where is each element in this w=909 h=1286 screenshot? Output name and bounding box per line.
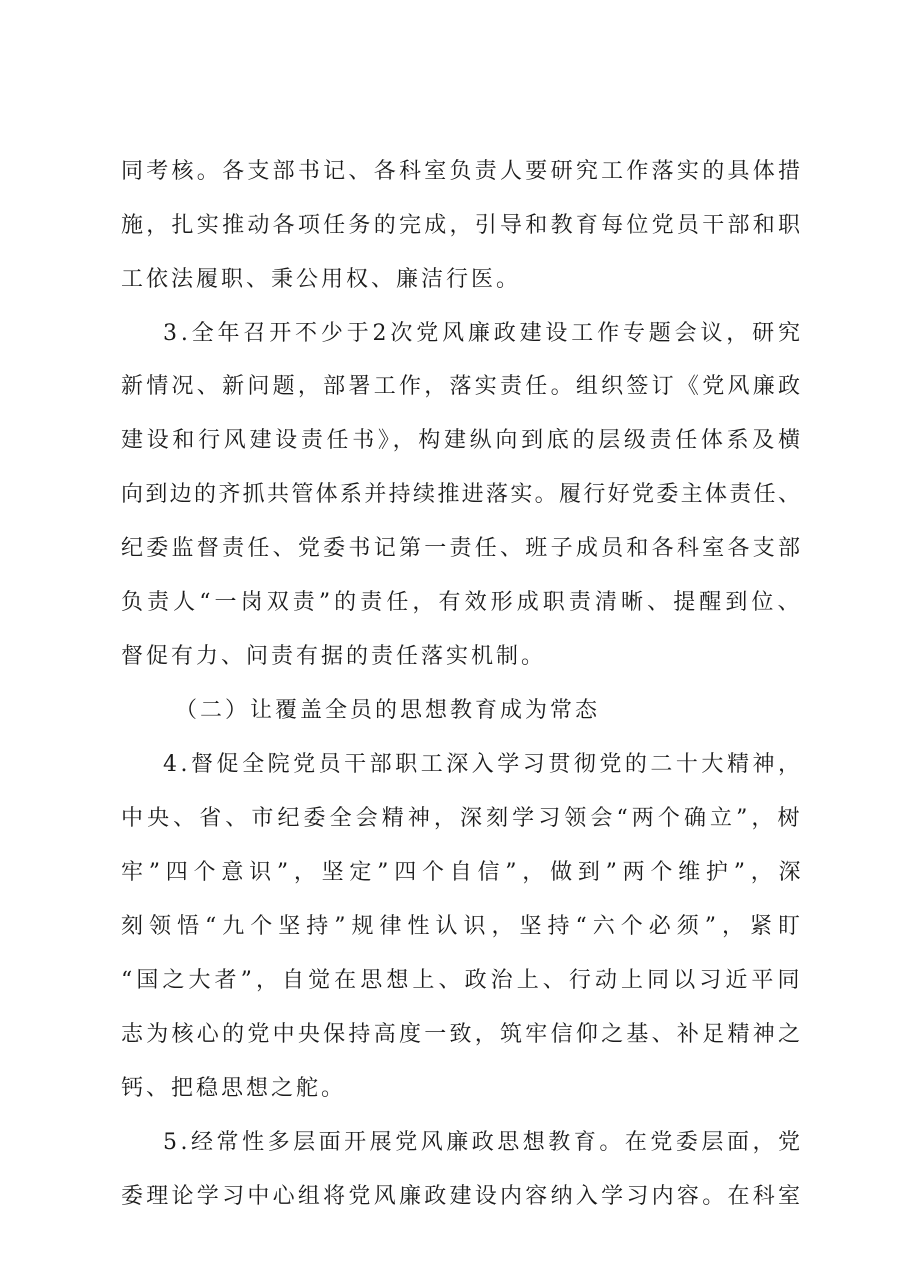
paragraph-5-start: 5.经常性多层面开展党风廉政思想教育。在党委层面，党 — [163, 1130, 804, 1155]
text-line: 负责人“一岗双责”的责任，有效形成职责清晰、提醒到位、 — [121, 590, 804, 615]
text-line: 钙、把稳思想之舵。 — [121, 1076, 347, 1101]
text-line: 志为核心的党中央保持高度一致，筑牢信仰之基、补足精神之 — [121, 1022, 804, 1047]
text-line: 督促有力、问责有据的责任落实机制。 — [121, 644, 547, 669]
text-line: 新情况、新问题，部署工作，落实责任。组织签订《党风廉政 — [121, 374, 804, 399]
text-line: 向到边的齐抓共管体系并持续推进落实。履行好党委主体责任、 — [121, 482, 803, 507]
text-line: 纪委监督责任、党委书记第一责任、班子成员和各科室各支部 — [121, 536, 804, 561]
section-heading: （二）让覆盖全员的思想教育成为常态 — [175, 698, 601, 723]
text-line: 刻领悟“九个坚持”规律性认识，坚持“六个必须”，紧盯 — [121, 914, 806, 939]
paragraph-3-start: 3.全年召开不少于2次党风廉政建设工作专题会议，研究 — [163, 321, 804, 346]
text-line: 中央、省、市纪委全会精神，深刻学习领会“两个确立”，树 — [121, 806, 804, 831]
paragraph-4-start: 4.督促全院党员干部职工深入学习贯彻党的二十大精神， — [163, 752, 804, 777]
text-line: 施，扎实推动各项任务的完成，引导和教育每位党员干部和职 — [121, 213, 804, 238]
text-line: 建设和行风建设责任书》，构建纵向到底的层级责任体系及横 — [121, 428, 804, 453]
text-line: 委理论学习中心组将党风廉政建设内容纳入学习内容。在科室 — [121, 1184, 804, 1209]
text-line: 牢”四个意识”，坚定”四个自信”，做到”两个维护”，深 — [121, 860, 807, 885]
text-line: “国之大者”，自觉在思想上、政治上、行动上同以习近平同 — [121, 968, 804, 993]
text-line: 工依法履职、秉公用权、廉洁行医。 — [121, 267, 522, 292]
text-line: 同考核。各支部书记、各科室负责人要研究工作落实的具体措 — [121, 159, 804, 184]
